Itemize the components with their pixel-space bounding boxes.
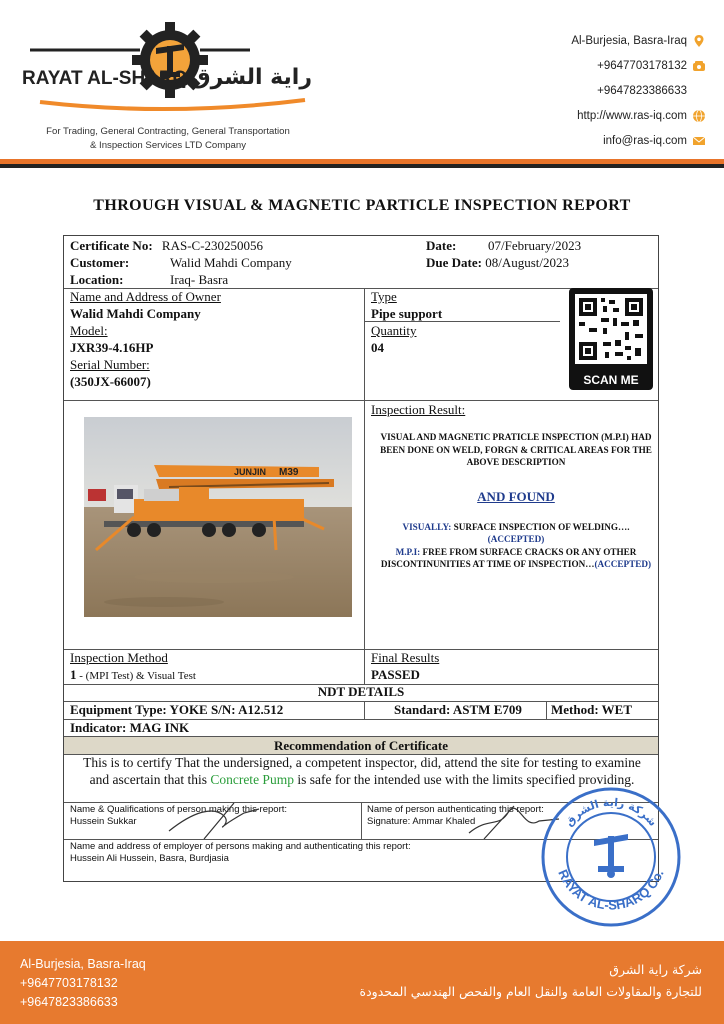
inspector-name: Hussein Sukkar (70, 816, 137, 827)
footer (0, 941, 724, 1024)
telephone-icon (692, 59, 706, 73)
authentication-label: Name of person authenticating this report: (367, 804, 544, 815)
inspection-result-text (374, 431, 658, 571)
letterhead (0, 0, 724, 168)
envelope-icon (692, 134, 706, 148)
footer-contacts (20, 955, 146, 1012)
result-paragraph: VISUAL AND MAGNETIC PRATICLE INSPECTION (M.P.I) HAD BEEN DONE ON WELD, FORGN & CRITICAL AREAS FOR THE ABOVE DESCRIPTION (380, 432, 652, 467)
due-date: 08/August/2023 (485, 255, 570, 270)
recommendation-heading: Recommendation of Certificate (64, 737, 658, 754)
employer-block (70, 841, 411, 865)
model-label: Model: (70, 323, 108, 338)
ndt-title: NDT DETAILS (317, 684, 405, 699)
type: Pipe support (371, 306, 443, 321)
contact-phone-1: +9647703178132 (597, 59, 687, 72)
serial: (350JX-66007) (70, 374, 151, 389)
customer-row: Customer: Walid Mahdi Company (70, 255, 292, 270)
contact-phone-2: +9647823386633 (597, 84, 687, 97)
logo-text-ar: راية الشرق (190, 65, 312, 90)
footer-arabic-line-1: شركة راية الشرق (609, 962, 702, 977)
inspection-method-label: Inspection Method (70, 650, 168, 665)
concrete-pump-truck-image (84, 417, 352, 617)
stamp-text: RAYAT AL-SHARQ Co. (555, 867, 667, 913)
equipment-type: Equipment Type: YOKE S/N: A12.512 (70, 702, 284, 717)
equipment-photo (84, 417, 352, 617)
standard: Standard: ASTM E709 (394, 702, 522, 717)
logo-text-en: RAYAT AL-SHARQ (22, 68, 188, 89)
company-logo (20, 22, 320, 122)
owner: Walid Mahdi Company (70, 306, 201, 321)
company-stamp (538, 784, 684, 930)
location-row: Location: Iraq- Basra (70, 272, 229, 287)
certificate-no: RAS-C-230250056 (161, 238, 264, 253)
qr-code[interactable] (569, 288, 653, 390)
indicator: Indicator: MAG INK (70, 720, 190, 735)
due-date-row: Due Date: 08/August/2023 (426, 255, 570, 270)
footer-address: Al-Burjesia, Basra-Iraq (20, 957, 146, 971)
footer-arabic (360, 959, 702, 1003)
and-found-heading: AND FOUND (477, 488, 555, 504)
owner-label: Name and Address of Owner (70, 289, 221, 304)
location: Iraq- Basra (170, 272, 229, 287)
employer-label: Name and address of employer of persons making and authenticating this report: (70, 841, 411, 852)
photo-brand-text: JUNJIN (234, 467, 267, 477)
qr-caption: SCAN ME (583, 373, 639, 387)
certificate-no-row: Certificate No: RAS-C-230250056 (70, 238, 264, 253)
quantity-label: Quantity (371, 323, 417, 338)
contact-address: Al-Burjesia, Basra-Iraq (571, 34, 687, 47)
footer-phone-1: +9647703178132 (20, 976, 118, 990)
globe-icon (692, 109, 706, 123)
inspection-result-label: Inspection Result: (371, 402, 466, 417)
header-dark-bar (0, 164, 724, 168)
customer: Walid Mahdi Company (170, 255, 292, 270)
report-title: THROUGH VISUAL & MAGNETIC PARTICLE INSPECTION REPORT (93, 197, 631, 214)
photo-model-text: M39 (279, 467, 299, 478)
company-subtitle (18, 125, 318, 153)
qr-pattern (569, 288, 653, 370)
quantity: 04 (371, 340, 384, 355)
footer-phone-2: +9647823386633 (20, 995, 118, 1009)
type-label: Type (371, 289, 397, 304)
model: JXR39-4.16HP (70, 340, 154, 355)
qualifications-label: Name & Qualifications of person making this report: (70, 804, 288, 815)
visually-result: VISUALLY: SURFACE INSPECTION OF WELDING…. (ACCEPTED) (402, 521, 630, 544)
final-results: PASSED (371, 667, 420, 682)
date: 07/February/2023 (488, 238, 582, 253)
footer-arabic-line-2: للتجارة والمقاولات العامة والنقل العام والفحص الهندسي المحدودة (359, 984, 702, 999)
subtitle-line-1: For Trading, General Contracting, General Transportation (46, 126, 290, 137)
equipment-name-highlight: Concrete Pump (210, 771, 294, 787)
contact-list (571, 28, 706, 153)
contact-website[interactable]: http://www.ras-iq.com (577, 109, 687, 122)
mpi-result: M.P.I: FREE FROM SURFACE CRACKS OR ANY OTHER DISCONTINUNITIES AT TIME OF INSPECTION…(ACCEPTED) (380, 546, 652, 569)
serial-label: Serial Number: (70, 357, 150, 372)
method: Method: WET (551, 702, 633, 717)
contact-email[interactable]: info@ras-iq.com (603, 134, 687, 147)
inspector-signature-image (164, 801, 284, 841)
date-row: Date: 07/February/2023 (426, 238, 582, 253)
authenticator-signature: Signature: Ammar Khaled (367, 816, 476, 827)
certification-statement: This is to certify That the undersigned, a competent inspector, did, attend the site for testing to examine and ascertain that this Concrete Pump is safe for the intended use with the limits specified providing. (83, 755, 641, 787)
inspection-method: 1 - (MPI Test) & Visual Test (70, 667, 196, 682)
employer: Hussein Ali Hussein, Basra, Burdjasia (70, 853, 229, 864)
final-results-label: Final Results (371, 650, 440, 665)
location-pin-icon (692, 34, 706, 48)
subtitle-line-2: & Inspection Services LTD Company (89, 140, 247, 151)
stamp-text-ar: شركة راية الشرق (562, 795, 660, 829)
